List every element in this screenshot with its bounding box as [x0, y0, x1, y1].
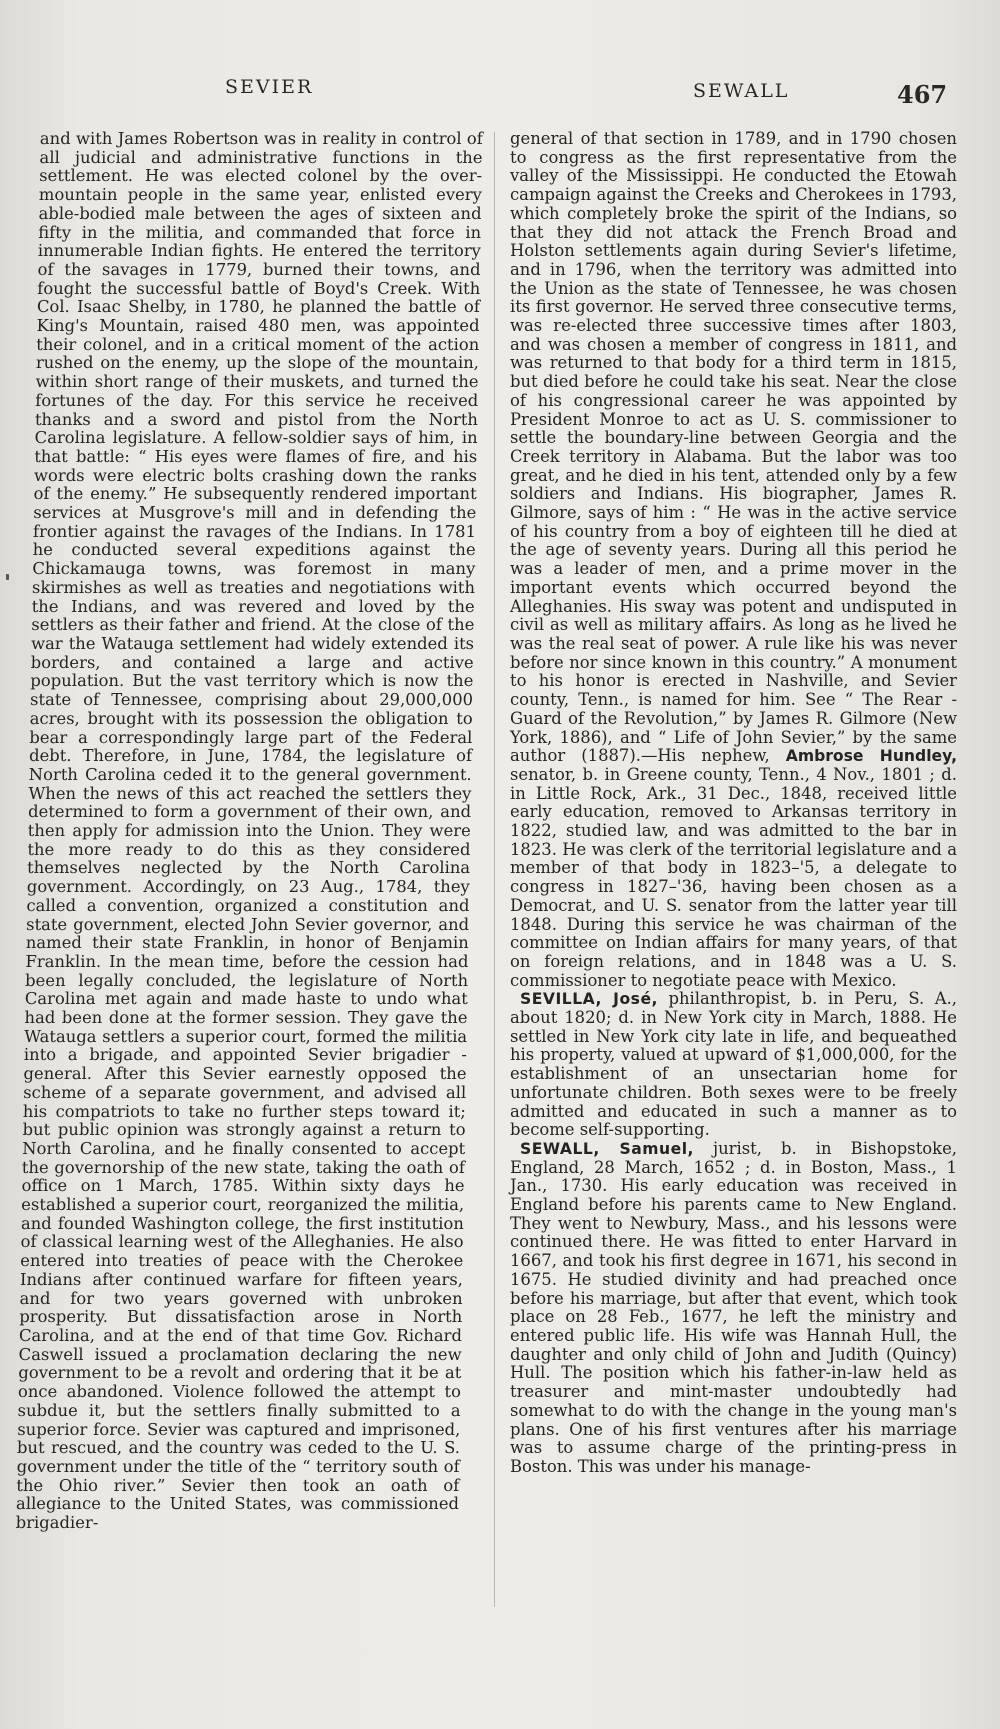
margin-mark	[6, 574, 9, 580]
page-number: 467	[897, 80, 948, 109]
sevilla-entry-name: SEVILLA, José,	[520, 990, 658, 1009]
sevier-entry-text-left: and with James Robertson was in reality in control of all judicial and administrative functions in the settlement. He was elected colonel by the over-mountain people in the same year, enlisted every able-bodied male between the ages of sixteen and fifty in the militia, and commanded that force in innumerable Indian fights. He entered the territory of the savages in 1779, burned their towns, and fought the successful battle of Boyd's Creek. With Col. Isaac Shelby, in 1780, he planned the battle of King's Mountain, raised 480 men, was appointed their colonel, and in a critical moment of the action rushed on the enemy, up the slope of the mountain, within short range of their muskets, and turned the fortunes of the day. For this service he received thanks and a sword and pistol from the North Carolina legislature. A fellow-soldier says of him, in that battle: “ His eyes were flames of fire, and his words were electric bolts crashing down the ranks of the enemy.” He subsequently rendered important services at Musgrove's mill and in defending the frontier against the ravages of the Indians. In 1781 he conducted several expeditions against the Chickamauga towns, was foremost in many skirmishes as well as treaties and negotiations with the Indians, and was revered and loved by the settlers as their father and friend. At the close of the war the Watauga settlement had widely extended its borders, and contained a large and active population. But the vast territory which is now the state of Tennessee, comprising about 29,000,000 acres, brought with its possession the obligation to bear a correspondingly large part of the Federal debt. Therefore, in June, 1784, the legislature of North Carolina ceded it to the general government. When the news of this act reached the settlers they determined to form a government of their own, and then apply for admission into the Union. They were the more ready to do this as they considered themselves neglected by the North Carolina government. Accordingly, on 23 Aug., 1784, they called a convention, organized a constitution and state government, elected John Sevier governor, and named their state Franklin, in honor of Benjamin Franklin. In the mean time, before the cession had been legally concluded, the legislature of North Carolina met again and made haste to undo what had been done at the former session. They gave the Watauga settlers a superior court, formed the militia into a brigade, and appointed Sevier brigadier - general. After this Sevier earnestly opposed the scheme of a separate government, and advised all his compatriots to take no further steps toward it; but public opinion was strongly against a return to North Carolina, and he finally consented to accept the governorship of the new state, taking the oath of office on 1 March, 1785. Within sixty days he established a superior court, reorganized the militia, and founded Washington college, the first institution of classical learning west of the Alleghanies. He also entered into treaties of peace with the Cherokee Indians after continued warfare for fifteen years, and for two years governed with unbroken prosperity. But dissatisfaction arose in North Carolina, and at the end of that time Gov. Richard Caswell issued a proclamation declaring the new government to be a revolt and ordering that it be at once abandoned. Violence followed the attempt to subdue it, but the settlers finally submitted to a superior force. Sevier was captured and imprisoned, but rescued, and the country was ceded to the U. S. government under the title of the “ territory south of the Ohio river.” Sevier then took an oath of allegiance to the United States, was commissioned brigadier-	[15, 129, 484, 1533]
hundley-entry-text: senator, b. in Greene county, Tenn., 4 Nov., 1801 ; d. in Little Rock, Ark., 31 Dec., 1848, received little early education, removed to Arkansas territory in 1822, studied law, and was admitted to the bar in 1823. He was clerk of the territorial legislature and a member of that body in 1823–'5, a delegate to congress in 1827–'36, having been chosen as a Democrat, and U. S. senator from the latter year till 1848. During this service he was chairman of the committee on Indian affairs for many years, of that on foreign relations, and in 1848 was a U. S. commissioner to negotiate peace with Mexico.	[510, 764, 957, 990]
left-column	[16, 130, 483, 1533]
header-left-word: SEVIER	[225, 76, 314, 98]
header-center-word: SEWALL	[693, 80, 790, 102]
running-header	[0, 74, 1000, 114]
sevilla-entry-text: philanthropist, b. in Peru, S. A., about 1820; d. in New York city in March, 1888. He settled in New York city late in life, and bequeathed his property, valued at upward of $1,000,000, for the establishment of an unsectarian home for unfortunate children. Both sexes were to be freely admitted and educated in such a manner as to become self-supporting.	[510, 989, 957, 1140]
right-column	[510, 130, 957, 1477]
sevier-entry-text-right	[510, 130, 957, 990]
sewall-entry-text: jurist, b. in Bishopstoke, England, 28 March, 1652 ; d. in Boston, Mass., 1 Jan., 1730. His early education was received in England before his parents came to New England. They went to Newbury, Mass., and his lessons were continued there. He was fitted to enter Harvard in 1667, and took his first degree in 1671, his second in 1675. He studied divinity and had preached once before his marriage, but after that event, which took place on 28 Feb., 1677, he left the ministry and entered public life. His wife was Hannah Hull, the daughter and only child of John and Judith (Quincy) Hull. The position which his father-in-law held as treasurer and mint-master undoubtedly had somewhat to do with the change in the young man's plans. One of his first ventures after his marriage was to assume charge of the printing-press in Boston. This was under his manage-	[510, 1138, 957, 1476]
sevilla-entry	[510, 990, 957, 1140]
hundley-entry-name: Ambrose Hundley,	[785, 747, 957, 766]
sewall-entry	[510, 1140, 957, 1477]
column-divider	[494, 132, 495, 1607]
sewall-entry-name: SEWALL, Samuel,	[520, 1139, 694, 1158]
sevier-continued-text: general of that section in 1789, and in 1790 chosen to congress as the first representative from the valley of the Mississippi. He conducted the Etowah campaign against the Creeks and Cherokees in 1793, which completely broke the spirit of the Indians, so that they did not attack the French Broad and Holston settlements again during Sevier's lifetime, and in 1796, when the territory was admitted into the Union as the state of Tennessee, he was chosen its first governor. He served three consecutive terms, was re-elected three successive times after 1803, and was chosen a member of congress in 1811, and was returned to that body for a third term in 1815, but died before he could take his seat. Near the close of his congressional career he was appointed by President Monroe to act as U. S. commissioner to settle the boundary-line between Georgia and the Creek territory in Alabama. But the labor was too great, and he died in his tent, attended only by a few soldiers and Indians. His biographer, James R. Gilmore, says of him : “ He was in the active service of his country from a boy of eighteen till he died at the age of seventy years. During all this period he was a leader of men, and a prime mover in the important events which occurred beyond the Alleghanies. His sway was potent and undisputed in civil as well as military affairs. As long as he lived he was the real seat of power. A rule like his was never before nor since known in this country.” A monument to his honor is erected in Nashville, and Sevier county, Tenn., is named for him. See “ The Rear - Guard of the Revolution,” by James R. Gilmore (New York, 1886), and “ Life of John Sevier,” by the same author (1887).—His nephew,	[510, 129, 957, 766]
